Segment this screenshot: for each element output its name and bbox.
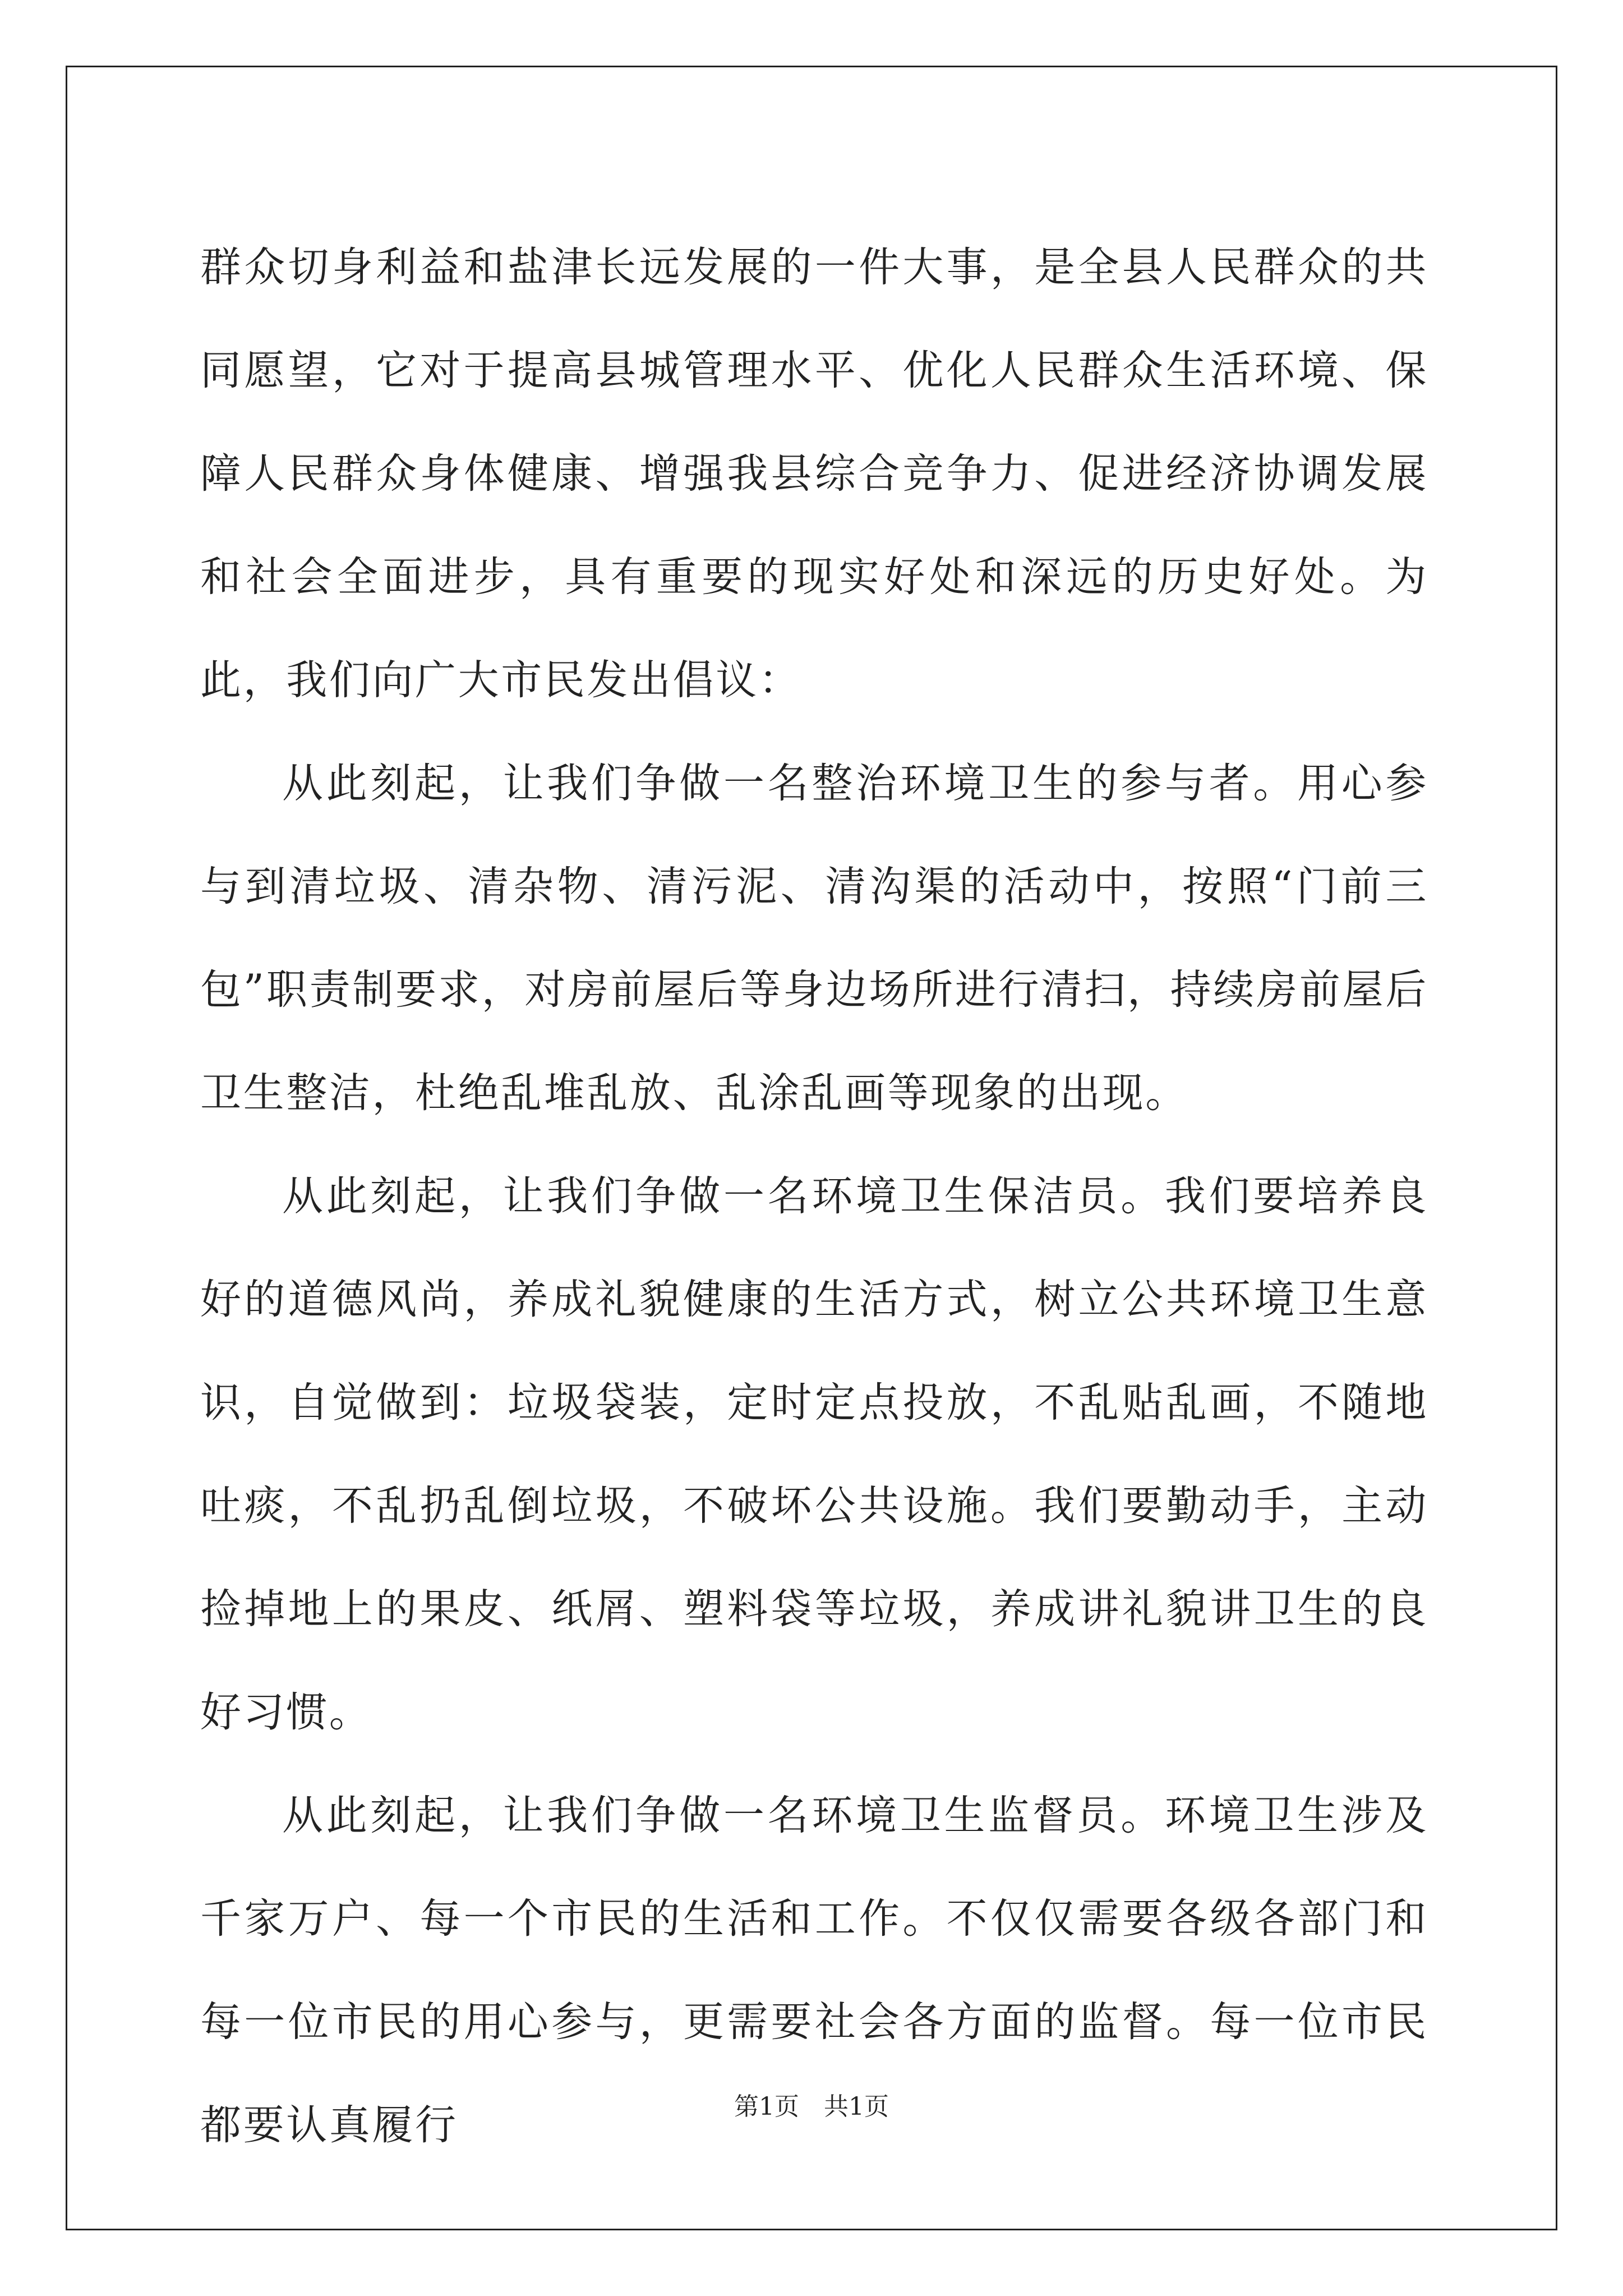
paragraph-3: 从此刻起，让我们争做一名环境卫生保洁员。我们要培养良好的道德风尚，养成礼貌健康的生活方式，树立公共环境卫生意识，自觉做到：垃圾袋装，定时定点投放，不乱贴乱画，不随地吐痰，不乱扔乱倒垃圾，不破坏公共设施。我们要勤动手，主动捡掉地上的果皮、纸屑、塑料袋等垃圾，养成讲礼貌讲卫生的良好习惯。 — [200, 1172, 1428, 1736]
document-body — [200, 216, 1428, 2177]
paragraph-2: 从此刻起，让我们争做一名整治环境卫生的参与者。用心参与到清垃圾、清杂物、清污泥、清沟渠的活动中，按照“门前三包”职责制要求，对房前屋后等身边场所进行清扫，持续房前屋后卫生整洁，杜绝乱堆乱放、乱涂乱画等现象的出现。 — [200, 760, 1428, 1117]
paragraph-4: 从此刻起，让我们争做一名环境卫生监督员。环境卫生涉及千家万户、每一个市民的生活和工作。不仅仅需要各级各部门和每一位市民的用心参与，更需要社会各方面的监督。每一位市民都要认真履行 — [200, 1792, 1428, 2149]
paragraph-1: 群众切身利益和盐津长远发展的一件大事，是全县人民群众的共同愿望，它对于提高县城管理水平、优化人民群众生活环境、保障人民群众身体健康、增强我县综合竞争力、促进经济协调发展和社会全面进步，具有重要的现实好处和深远的历史好处。为此，我们向广大市民发出倡议： — [200, 243, 1428, 704]
page-footer: 第1页 共1页 — [734, 2092, 889, 2121]
